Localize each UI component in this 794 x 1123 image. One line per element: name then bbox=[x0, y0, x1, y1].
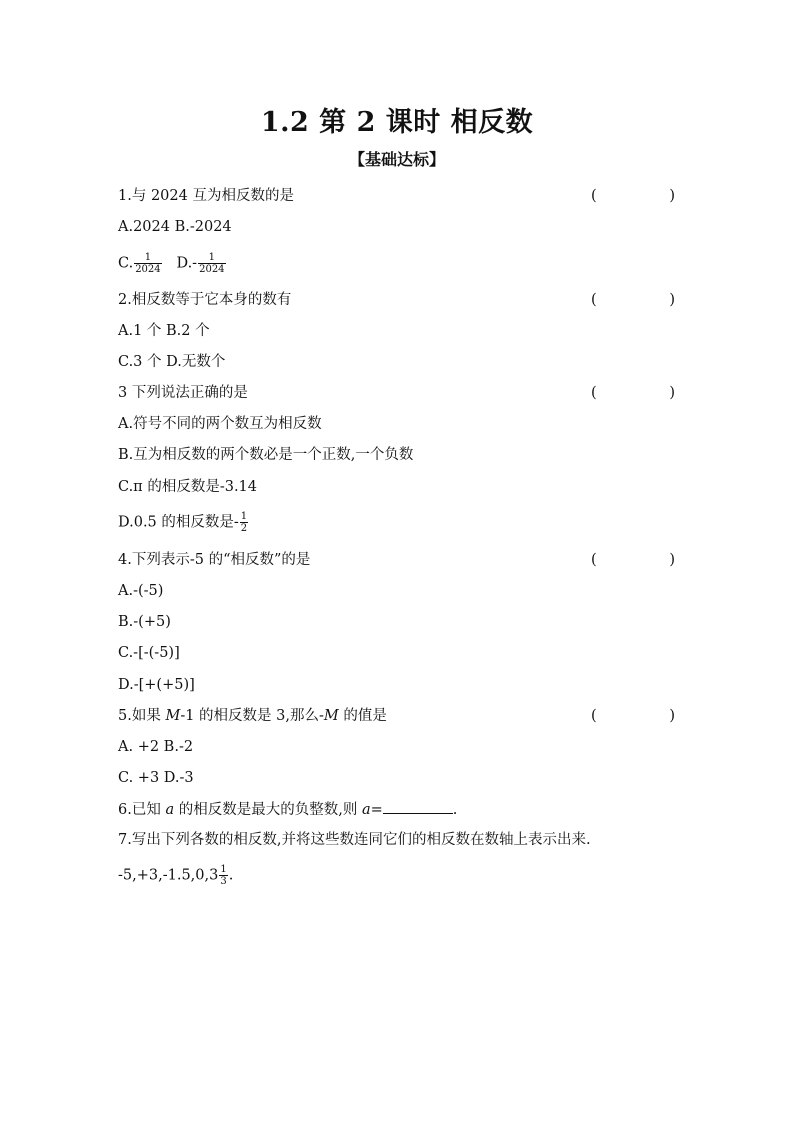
paren-close: ) bbox=[669, 708, 675, 724]
q6-stem-end: . bbox=[452, 802, 458, 818]
q4-option-d: D.-[+(+5)] bbox=[118, 677, 195, 693]
q6-stem-part1: 6.已知 bbox=[118, 802, 166, 818]
q6-stem bbox=[118, 799, 678, 820]
paren-close: ) bbox=[669, 188, 675, 204]
q7-numbers-list: -5,+3,-1.5,0,3 bbox=[118, 867, 219, 884]
q4-option-b: B.-(+5) bbox=[118, 614, 171, 630]
paren-open: ( bbox=[591, 385, 597, 401]
q2-options-ab: A.1 个 B.2 个 bbox=[118, 323, 210, 339]
paren-open: ( bbox=[591, 552, 597, 568]
q2-answer-bracket bbox=[591, 290, 675, 310]
q1-stem: 1.与 2024 互为相反数的是 bbox=[118, 188, 294, 204]
q4-option-c: C.-[-(-5)] bbox=[118, 645, 180, 661]
q5-answer-bracket bbox=[591, 706, 675, 726]
q5-variable-m: M bbox=[323, 708, 339, 724]
q6-answer-blank[interactable] bbox=[383, 799, 453, 814]
q1-answer-bracket bbox=[591, 186, 675, 206]
q1-option-d-fraction bbox=[198, 252, 225, 275]
q5-stem-part1: 5.如果 bbox=[118, 708, 166, 724]
fraction-denominator: 2024 bbox=[199, 264, 225, 275]
page-title: 1.2 第 2 课时 相反数 bbox=[260, 107, 534, 138]
section-heading: 【基础达标】 bbox=[348, 150, 445, 169]
q3-option-d-prefix: D.0.5 的相反数是- bbox=[118, 514, 239, 531]
q1-options-ab: A.2024 B.-2024 bbox=[118, 219, 232, 235]
paren-close: ) bbox=[669, 385, 675, 401]
q5-options-cd: C. +3 D.-3 bbox=[118, 770, 194, 786]
q3-stem: 3 下列说法正确的是 bbox=[118, 385, 248, 401]
fraction-numerator: 1 bbox=[144, 252, 152, 263]
q3-option-a: A.符号不同的两个数互为相反数 bbox=[118, 416, 322, 432]
q6-stem-part2: 的相反数是最大的负整数,则 bbox=[174, 802, 362, 818]
q1-option-d-prefix: D.- bbox=[176, 255, 198, 272]
q3-answer-bracket bbox=[591, 383, 675, 403]
q3-option-d-fraction bbox=[240, 511, 248, 534]
q6-variable-a: a bbox=[165, 802, 175, 818]
q1-options-cd bbox=[118, 252, 678, 275]
fraction-denominator: 2 bbox=[240, 523, 248, 534]
q1-option-c-prefix: C. bbox=[118, 255, 134, 272]
q7-numbers bbox=[118, 864, 678, 887]
q7-fraction bbox=[219, 864, 227, 887]
q5-variable-m: M bbox=[165, 708, 181, 724]
q4-option-a: A.-(-5) bbox=[118, 583, 164, 599]
q5-options-ab: A. +2 B.-2 bbox=[118, 739, 194, 755]
q5-stem-part2: -1 的相反数是 3,那么- bbox=[180, 708, 324, 724]
fraction-denominator: 3 bbox=[220, 876, 227, 887]
q4-answer-bracket bbox=[591, 550, 675, 570]
paren-open: ( bbox=[591, 292, 597, 308]
q5-stem-part3: 的值是 bbox=[338, 708, 387, 724]
q3-option-c: C.π 的相反数是-3.14 bbox=[118, 479, 258, 495]
paren-open: ( bbox=[591, 188, 597, 204]
paren-close: ) bbox=[669, 552, 675, 568]
fraction-denominator: 2024 bbox=[135, 264, 161, 275]
q2-options-cd: C.3 个 D.无数个 bbox=[118, 354, 226, 370]
q6-variable-a: a bbox=[361, 802, 371, 818]
q7-stem: 7.写出下列各数的相反数,并将这些数连同它们的相反数在数轴上表示出来. bbox=[118, 832, 591, 848]
q3-option-b: B.互为相反数的两个数必是一个正数,一个负数 bbox=[118, 447, 414, 463]
q6-stem-part3: = bbox=[370, 802, 383, 818]
q3-option-d bbox=[118, 511, 678, 534]
q2-stem: 2.相反数等于它本身的数有 bbox=[118, 292, 292, 308]
fraction-numerator: 1 bbox=[220, 864, 227, 875]
fraction-numerator: 1 bbox=[208, 252, 215, 263]
q7-numbers-end: . bbox=[228, 867, 234, 884]
q4-stem: 4.下列表示-5 的“相反数”的是 bbox=[118, 552, 311, 568]
paren-open: ( bbox=[591, 708, 597, 724]
q1-option-c-fraction bbox=[134, 252, 161, 275]
paren-close: ) bbox=[669, 292, 675, 308]
fraction-numerator: 1 bbox=[240, 511, 248, 522]
